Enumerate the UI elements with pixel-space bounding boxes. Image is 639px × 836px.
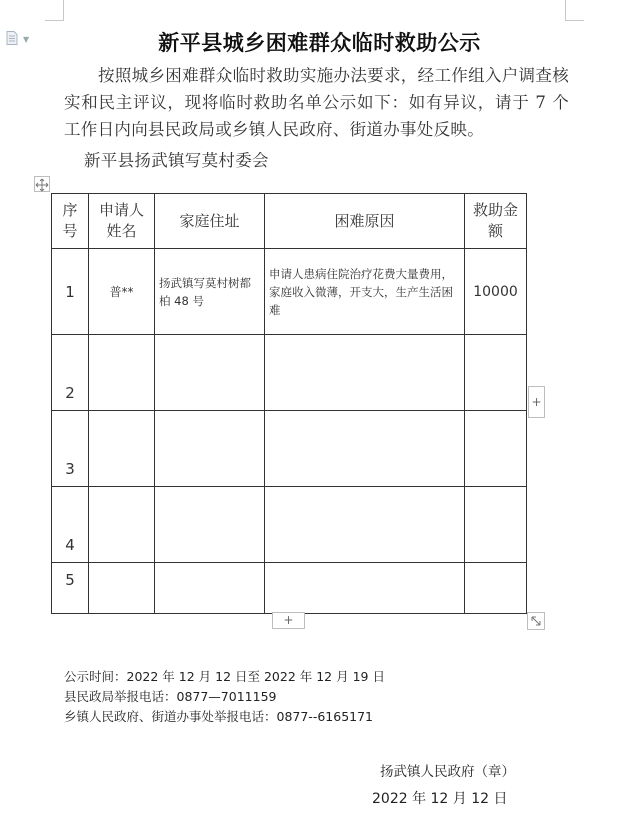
- page-corner-mark-right: [565, 0, 584, 21]
- cell-no[interactable]: 3: [52, 411, 89, 487]
- table-row: [52, 487, 527, 563]
- publicity-period: 公示时间：2022 年 12 月 12 日至 2022 年 12 月 19 日: [64, 669, 385, 684]
- table-row: [52, 411, 527, 487]
- table-header-row: [52, 194, 527, 249]
- add-column-button[interactable]: +: [528, 386, 545, 418]
- committee-name: 新平县扬武镇写莫村委会: [84, 151, 269, 170]
- add-row-button[interactable]: +: [272, 612, 305, 629]
- cell-reason[interactable]: [265, 411, 465, 487]
- cell-amount[interactable]: [465, 335, 527, 411]
- cell-address[interactable]: 扬武镇写莫村树都柏 48 号: [155, 249, 265, 335]
- cell-reason[interactable]: [265, 487, 465, 563]
- chevron-down-icon[interactable]: ▼: [23, 35, 30, 44]
- cell-no[interactable]: 5: [52, 563, 89, 614]
- cell-reason[interactable]: [265, 563, 465, 614]
- header-address: 家庭住址: [155, 194, 265, 249]
- cell-address[interactable]: [155, 563, 265, 614]
- table-row: [52, 563, 527, 614]
- cell-name[interactable]: [89, 563, 155, 614]
- header-no: 序号: [52, 194, 89, 249]
- table-resize-handle[interactable]: [527, 612, 545, 630]
- header-reason: 困难原因: [265, 194, 465, 249]
- cell-address[interactable]: [155, 335, 265, 411]
- cell-reason[interactable]: [265, 335, 465, 411]
- cell-address[interactable]: [155, 411, 265, 487]
- notice-paragraph: 按照城乡困难群众临时救助实施办法要求，经工作组入户调查核实和民主评议，现将临时救助名单公示如下：如有异议，请于 7 个工作日内向县民政局或乡镇人民政府、街道办事处反映。: [64, 66, 569, 139]
- issuer-stamp: 扬武镇人民政府（章）: [380, 764, 515, 780]
- cell-name[interactable]: [89, 335, 155, 411]
- cell-no[interactable]: 4: [52, 487, 89, 563]
- header-name: 申请人姓名: [89, 194, 155, 249]
- table-row: [52, 335, 527, 411]
- header-amount: 救助金额: [465, 194, 527, 249]
- cell-name[interactable]: [89, 411, 155, 487]
- cell-amount[interactable]: [465, 411, 527, 487]
- relief-table: [51, 193, 527, 614]
- cell-address[interactable]: [155, 487, 265, 563]
- cell-no[interactable]: 1: [52, 249, 89, 335]
- cell-name[interactable]: [89, 487, 155, 563]
- cell-no[interactable]: 2: [52, 335, 89, 411]
- cell-amount[interactable]: 10000: [465, 249, 527, 335]
- page-corner-mark-left: [45, 0, 64, 21]
- county-report-phone: 县民政局举报电话：0877—7011159: [64, 689, 277, 704]
- cell-amount[interactable]: [465, 563, 527, 614]
- table-row: [52, 249, 527, 335]
- resize-icon: [528, 613, 544, 629]
- cell-reason[interactable]: 申请人患病住院治疗花费大量费用，家庭收入微薄，开支大，生产生活困难: [265, 249, 465, 335]
- town-report-phone: 乡镇人民政府、街道办事处举报电话：0877--6165171: [64, 709, 374, 724]
- cell-amount[interactable]: [465, 487, 527, 563]
- issue-date: 2022 年 12 月 12 日: [372, 791, 508, 807]
- cell-name[interactable]: 普**: [89, 249, 155, 335]
- table-move-handle[interactable]: [34, 176, 50, 192]
- move-icon: [35, 178, 49, 192]
- page-title: 新平县城乡困难群众临时救助公示: [158, 30, 481, 55]
